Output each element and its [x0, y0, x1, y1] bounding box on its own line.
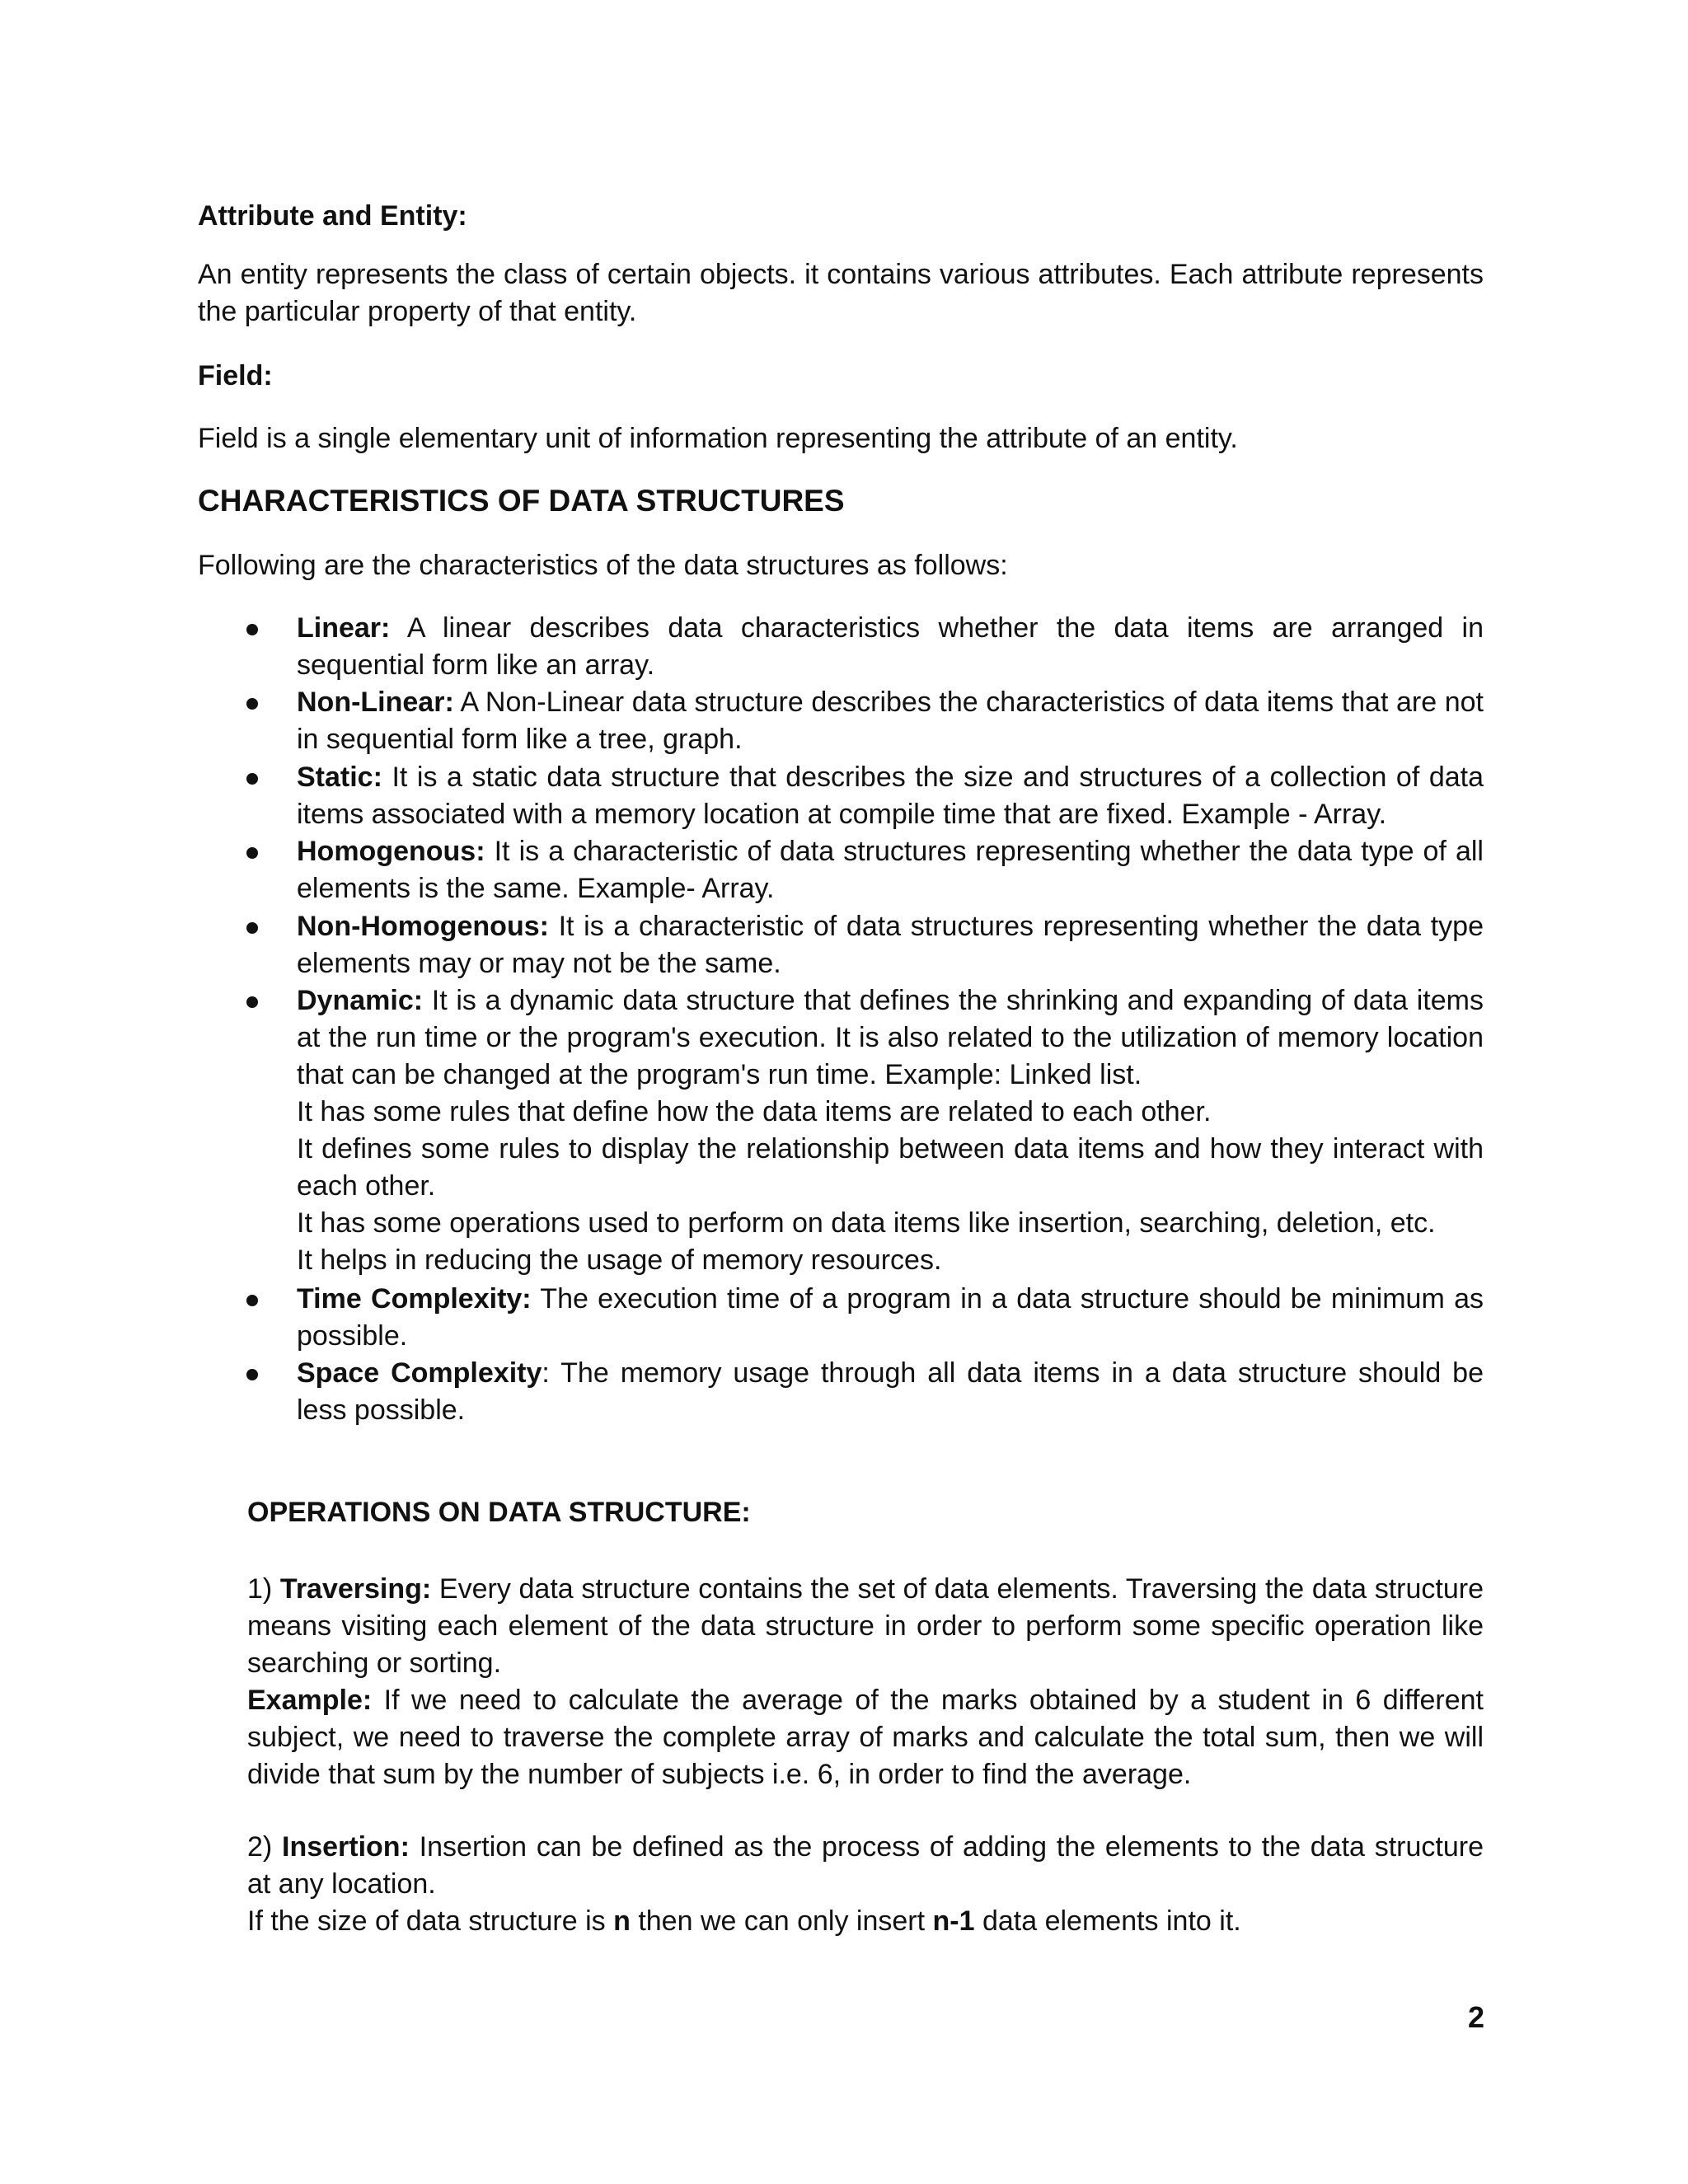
bullet-icon [246, 624, 258, 635]
list-item-non-homogenous: Non-Homogenous: It is a characteristic of data structures representing whether the data type elements may or may not be the same. [297, 911, 1484, 979]
bullet-icon [246, 996, 258, 1008]
insertion-size-note: If the size of data structure is n then we can only insert n-1 data elements into it. [247, 1905, 1241, 1937]
attribute-entity-heading: Attribute and Entity: [198, 200, 467, 232]
field-heading: Field: [198, 360, 273, 391]
dynamic-note-3: It has some operations used to perform on data items like insertion, searching, deletion, etc. [297, 1207, 1436, 1239]
characteristics-heading: CHARACTERISTICS OF DATA STRUCTURES [198, 484, 845, 518]
bullet-icon [246, 773, 258, 785]
page-number: 2 [1467, 2000, 1484, 2034]
bullet-icon [246, 698, 258, 710]
list-item-homogenous: Homogenous: It is a characteristic of data structures representing whether the data type of all elements is the same. Example- Array. [297, 836, 1484, 904]
field-paragraph: Field is a single elementary unit of information representing the attribute of an entity. [198, 423, 1238, 454]
attribute-entity-paragraph: An entity represents the class of certain objects. it contains various attributes. Each attribute represents the particular property of that entity. [198, 259, 1484, 327]
list-item-dynamic: Dynamic: It is a dynamic data structure that defines the shrinking and expanding of data items at the run time or the program's execution. It is also related to the utilization of memory location that can be changed at the program's run time. Example: Linked list. [297, 985, 1484, 1090]
list-item-time-complexity: Time Complexity: The execution time of a program in a data structure should be minimum as possible. [297, 1283, 1484, 1352]
dynamic-note-1: It has some rules that define how the data items are related to each other. [297, 1096, 1212, 1127]
traversing-example: Example: If we need to calculate the average of the marks obtained by a student in 6 different subject, we need to traverse the complete array of marks and calculate the total sum, then we will divide that sum by the number of subjects i.e. 6, in order to find the average. [247, 1685, 1484, 1790]
bullet-icon [246, 1295, 258, 1306]
bullet-icon [246, 1369, 258, 1380]
operation-insertion: 2) Insertion: Insertion can be defined as the process of adding the elements to the data structure at any location. [247, 1831, 1484, 1900]
bullet-icon [246, 847, 258, 859]
list-item-static: Static: It is a static data structure that describes the size and structures of a collection of data items associated with a memory location at compile time that are fixed. Example - Array. [297, 762, 1484, 830]
operation-traversing: 1) Traversing: Every data structure contains the set of data elements. Traversing the data structure means visiting each element of the data structure in order to perform some specific operation like searching or sorting. [247, 1573, 1484, 1679]
bullet-icon [246, 922, 258, 934]
characteristics-intro: Following are the characteristics of the data structures as follows: [198, 550, 1008, 581]
list-item-space-complexity: Space Complexity: The memory usage through all data items in a data structure should be less possible. [297, 1357, 1484, 1426]
list-item-linear: Linear: A linear describes data characteristics whether the data items are arranged in sequential form like an array. [297, 612, 1484, 681]
dynamic-note-2: It defines some rules to display the relationship between data items and how they interact with each other. [297, 1133, 1484, 1202]
list-item-non-linear: Non-Linear: A Non-Linear data structure describes the characteristics of data items that are not in sequential form like a tree, graph. [297, 687, 1484, 755]
dynamic-note-4: It helps in reducing the usage of memory resources. [297, 1244, 942, 1276]
operations-heading: OPERATIONS ON DATA STRUCTURE: [247, 1497, 751, 1528]
